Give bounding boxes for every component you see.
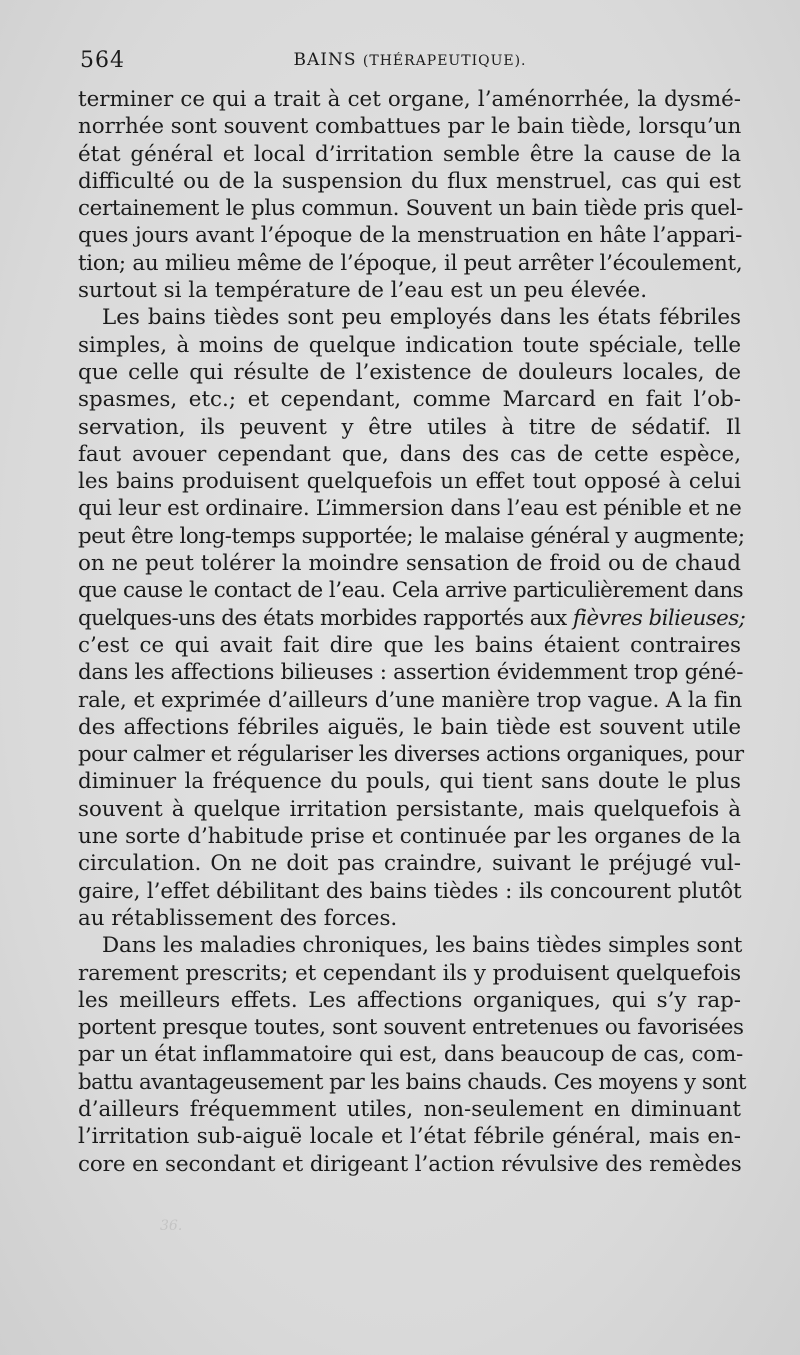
text-line: simples, à moins de quelque indication toute spéciale, telle: [78, 332, 741, 358]
text-line: état général et local d’irritation semble être la cause de la: [78, 141, 741, 167]
text-line: portent presque toutes, sont souvent entretenues ou favorisées: [78, 1015, 744, 1041]
running-head-main: BAINS: [293, 50, 357, 70]
text-line: spasmes, etc.; et cependant, comme Marcard en fait l’ob-: [78, 387, 741, 413]
text-line: rale, et exprimée d’ailleurs d’une manière trop vague. A la fin: [78, 687, 743, 713]
text-line: diminuer la fréquence du pouls, qui tient sans doute le plus: [78, 769, 741, 795]
text-line: norrhée sont souvent combattues par le bain tiède, lorsqu’un: [78, 114, 742, 140]
text-line: l’irritation sub-aiguë locale et l’état fébrile général, mais en-: [78, 1124, 741, 1150]
text-line: servation, ils peuvent y être utiles à titre de sédatif. Il: [78, 414, 741, 440]
text-line-with-italic: [78, 605, 746, 632]
text-line: surtout si la température de l’eau est un peu élevée.: [78, 278, 648, 304]
text-line: que cause le contact de l’eau. Cela arrive particulièrement dans: [78, 578, 744, 604]
text-line: on ne peut tolérer la moindre sensation de froid ou de chaud: [78, 551, 741, 577]
text-line: tion; au milieu même de l’époque, il peut arrêter l’écoulement,: [78, 250, 743, 276]
page-number: 564: [80, 48, 125, 73]
text-line: certainement le plus commun. Souvent un bain tiède pris quel-: [78, 196, 744, 222]
paragraph-start: Dans les maladies chroniques, les bains tièdes simples sont: [102, 933, 743, 959]
text-line: qui leur est ordinaire. L’immersion dans l’eau est pénible et ne: [78, 496, 742, 522]
text-line: c’est ce qui avait fait dire que les bains étaient contraires: [78, 632, 741, 658]
italic-phrase: fièvres bilieuses;: [572, 605, 746, 631]
text-line: pour calmer et régulariser les diverses actions organiques, pour: [78, 742, 744, 768]
text-line: peut être long-temps supportée; le malaise général y augmente;: [78, 523, 745, 549]
text-line: que celle qui résulte de l’existence de douleurs locales, de: [78, 359, 741, 385]
text-line: souvent à quelque irritation persistante, mais quelquefois à: [78, 796, 741, 822]
text-line: core en secondant et dirigeant l’action révulsive des remèdes: [78, 1151, 742, 1177]
text-line: une sorte d’habitude prise et continuée par les organes de la: [78, 824, 741, 850]
text-line: au rétablissement des forces.: [78, 905, 398, 931]
body-text: [78, 86, 746, 1178]
text-line: par un état inflammatoire qui est, dans beaucoup de cas, com-: [78, 1042, 744, 1068]
text-line: les meilleurs effets. Les affections organiques, qui s’y rap-: [78, 987, 741, 1013]
text-line: terminer ce qui a trait à cet organe, l’aménorrhée, la dysmé-: [78, 87, 741, 112]
text-line: difficulté ou de la suspension du flux menstruel, cas qui est: [78, 168, 741, 194]
text-line: faut avouer cependant que, dans des cas de cette espèce,: [78, 441, 741, 467]
text-segment: quelques-uns des états morbides rapportés aux: [78, 605, 567, 631]
text-line: rarement prescrits; et cependant ils y produisent quelquefois: [78, 960, 741, 986]
text-line: des affections fébriles aiguës, le bain tiède est souvent utile: [78, 714, 741, 740]
text-line: ques jours avant l’époque de la menstruation en hâte l’appari-: [78, 223, 743, 249]
text-line: battu avantageusement par les bains chauds. Ces moyens y sont: [78, 1069, 746, 1095]
signature-mark: 36.: [160, 1218, 183, 1234]
running-head: [80, 50, 740, 70]
text-line: gaire, l’effet débilitant des bains tièdes : ils concourent plutôt: [78, 878, 742, 904]
text-line: dans les affections bilieuses : assertion évidemment trop géné-: [78, 660, 744, 686]
page-header: [80, 48, 740, 84]
running-head-sub: (THÉRAPEUTIQUE).: [362, 53, 527, 69]
text-line: d’ailleurs fréquemment utiles, non-seulement en diminuant: [78, 1096, 741, 1122]
text-line: circulation. On ne doit pas craindre, suivant le préjugé vul-: [78, 851, 741, 877]
text-line: les bains produisent quelquefois un effet tout opposé à celui: [78, 469, 741, 495]
paragraph-start: Les bains tièdes sont peu employés dans les états fébriles: [102, 305, 741, 331]
